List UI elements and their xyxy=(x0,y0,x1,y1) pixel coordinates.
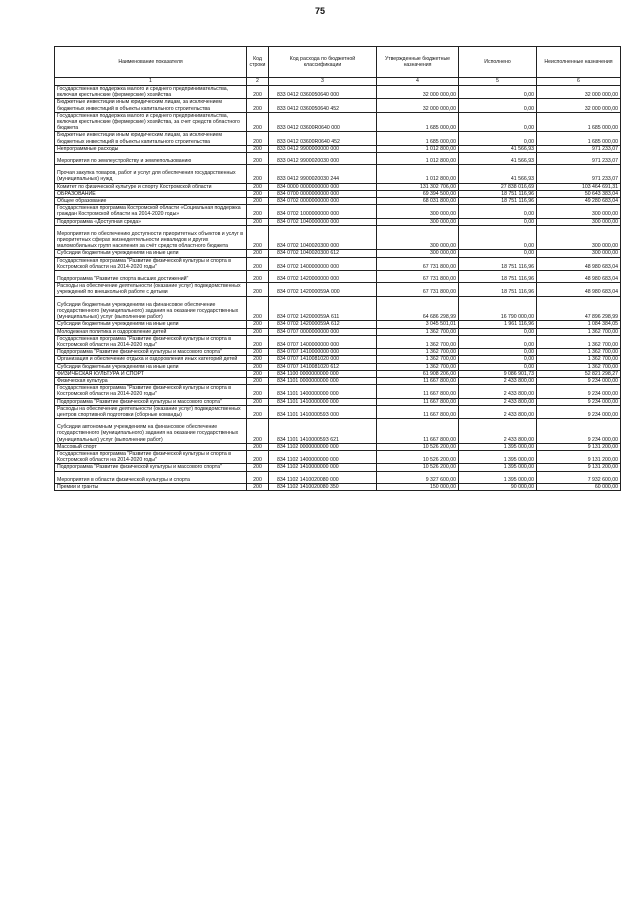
column-number: 2 xyxy=(247,78,269,86)
unexecuted-amount: 7 932 600,00 xyxy=(537,471,621,483)
row-code: 200 xyxy=(247,349,269,356)
executed-amount: 0,00 xyxy=(459,250,537,257)
executed-amount: 18 751 116,96 xyxy=(459,190,537,197)
unexecuted-amount: 47 896 298,99 xyxy=(537,296,621,321)
executed-amount: 2 433 800,00 xyxy=(459,398,537,405)
table-row xyxy=(55,321,621,328)
executed-amount: 41 566,93 xyxy=(459,153,537,165)
budget-classification-code: 834 1101 0000000000 000 xyxy=(269,377,377,384)
approved-amount: 1 362 700,00 xyxy=(377,356,459,363)
indicator-name: Подпрограмма "Развитие спорта высших достижений" xyxy=(55,271,247,283)
executed-amount: 1 395 000,00 xyxy=(459,471,537,483)
budget-classification-code: 834 1101 141000059З 621 xyxy=(269,419,377,444)
approved-amount: 32 000 000,00 xyxy=(377,99,459,112)
executed-amount: 41 566,93 xyxy=(459,145,537,152)
indicator-name: Государственная программа "Развитие физической культуры и спорта в Костромской области на 2014-2020 годы" xyxy=(55,450,247,463)
indicator-name: Физическая культура xyxy=(55,377,247,384)
indicator-name: Государственная поддержка малого и среднего предпринимательства, включая крестьянские (фермерские) хозяйства, за счет средств областного бюджета xyxy=(55,112,247,132)
row-code: 200 xyxy=(247,99,269,112)
unexecuted-amount: 48 980 683,04 xyxy=(537,283,621,296)
unexecuted-amount: 1 685 000,00 xyxy=(537,132,621,145)
indicator-name: ОБРАЗОВАНИЕ xyxy=(55,190,247,197)
unexecuted-amount: 9 131 200,00 xyxy=(537,443,621,450)
row-code: 200 xyxy=(247,471,269,483)
unexecuted-amount: 9 234 000,00 xyxy=(537,405,621,418)
table-row xyxy=(55,464,621,471)
table-row xyxy=(55,190,621,197)
row-code: 200 xyxy=(247,377,269,384)
budget-classification-code: 834 0707 0000000000 000 xyxy=(269,328,377,335)
unexecuted-amount: 52 821 298,27 xyxy=(537,370,621,377)
budget-classification-code: 834 1100 0000000000 000 xyxy=(269,370,377,377)
table-row xyxy=(55,483,621,490)
executed-amount: 2 433 800,00 xyxy=(459,377,537,384)
row-code: 200 xyxy=(247,450,269,463)
unexecuted-amount: 103 464 691,31 xyxy=(537,183,621,190)
approved-amount: 1 362 700,00 xyxy=(377,335,459,348)
executed-amount: 18 751 116,96 xyxy=(459,283,537,296)
executed-amount: 41 566,93 xyxy=(459,165,537,183)
table-row xyxy=(55,363,621,370)
row-code: 200 xyxy=(247,328,269,335)
indicator-name: Подпрограмма "Развитие физической культуры и массового спорта" xyxy=(55,349,247,356)
indicator-name: Бюджетные инвестиции иным юридическим лицам, за исключением бюджетных инвестиций в объекты капитального строительства xyxy=(55,99,247,112)
budget-classification-code: 834 0707 1400000000 000 xyxy=(269,335,377,348)
budget-classification-code: 834 1102 1410020080 350 xyxy=(269,483,377,490)
budget-classification-code: 834 0000 0000000000 000 xyxy=(269,183,377,190)
unexecuted-amount: 9 234 000,00 xyxy=(537,385,621,398)
unexecuted-amount: 49 280 683,04 xyxy=(537,198,621,205)
indicator-name: Государственная программа "Развитие физической культуры и спорта в Костромской области на 2014-2020 годы" xyxy=(55,257,247,270)
budget-classification-code: 834 0707 1410081020 000 xyxy=(269,356,377,363)
row-code: 200 xyxy=(247,283,269,296)
row-code: 200 xyxy=(247,153,269,165)
column-number: 4 xyxy=(377,78,459,86)
unexecuted-amount: 48 980 683,04 xyxy=(537,257,621,270)
table-body xyxy=(55,86,621,491)
unexecuted-amount: 9 234 000,00 xyxy=(537,377,621,384)
table-row xyxy=(55,86,621,99)
approved-amount: 150 000,00 xyxy=(377,483,459,490)
approved-amount: 1 012 800,00 xyxy=(377,153,459,165)
budget-classification-code: 834 0700 0000000000 000 xyxy=(269,190,377,197)
executed-amount: 2 433 800,00 xyxy=(459,385,537,398)
executed-amount: 0,00 xyxy=(459,328,537,335)
row-code: 200 xyxy=(247,363,269,370)
indicator-name: Расходы на обеспечение деятельности (оказание услуг) подведомственных учреждений по внешкольной работе с детьми xyxy=(55,283,247,296)
executed-amount: 1 395 000,00 xyxy=(459,443,537,450)
column-number: 1 xyxy=(55,78,247,86)
table-row xyxy=(55,257,621,270)
row-code: 200 xyxy=(247,145,269,152)
indicator-name: Мероприятия по обеспечению доступности приоритетных объектов и услуг в приоритетных сферах жизнедеятельности инвалидов и других маломобильных групп населения за счёт средств областного бюджета xyxy=(55,225,247,250)
executed-amount: 0,00 xyxy=(459,218,537,225)
approved-amount: 1 012 800,00 xyxy=(377,165,459,183)
row-code: 200 xyxy=(247,225,269,250)
budget-classification-code: 833 0412 9900020030 000 xyxy=(269,153,377,165)
approved-amount: 131 302 706,00 xyxy=(377,183,459,190)
unexecuted-amount: 1 362 700,00 xyxy=(537,328,621,335)
approved-amount: 1 362 700,00 xyxy=(377,363,459,370)
indicator-name: Субсидии бюджетным учреждениям на иные цели xyxy=(55,321,247,328)
row-code: 200 xyxy=(247,86,269,99)
row-code: 200 xyxy=(247,398,269,405)
row-code: 200 xyxy=(247,483,269,490)
approved-amount: 67 731 800,00 xyxy=(377,271,459,283)
approved-amount: 1 685 000,00 xyxy=(377,132,459,145)
row-code: 200 xyxy=(247,198,269,205)
budget-classification-code: 834 1101 141000059З 000 xyxy=(269,405,377,418)
budget-classification-code: 834 1102 1400000000 000 xyxy=(269,450,377,463)
header-name: Наименование показателя xyxy=(55,47,247,78)
budget-classification-code: 834 1101 1400000000 000 xyxy=(269,385,377,398)
executed-amount: 90 000,00 xyxy=(459,483,537,490)
indicator-name: Премии и гранты xyxy=(55,483,247,490)
indicator-name: Субсидии бюджетным учреждениям на финансовое обеспечение государственного (муниципального) задания на оказание государственных (муниципальных) услуг (выполнение работ) xyxy=(55,296,247,321)
table-row xyxy=(55,225,621,250)
indicator-name: Подпрограмма "Развитие физической культуры и массового спорта" xyxy=(55,398,247,405)
budget-classification-code: 833 0412 0360050640 452 xyxy=(269,99,377,112)
row-code: 200 xyxy=(247,112,269,132)
table-row xyxy=(55,356,621,363)
row-code: 200 xyxy=(247,385,269,398)
approved-amount: 68 031 800,00 xyxy=(377,198,459,205)
indicator-name: ФИЗИЧЕСКАЯ КУЛЬТУРА И СПОРТ xyxy=(55,370,247,377)
approved-amount: 10 526 200,00 xyxy=(377,464,459,471)
indicator-name: Расходы на обеспечение деятельности (оказание услуг) подведомственных центров спортивной подготовки (сборные команды) xyxy=(55,405,247,418)
header-code: Код строки xyxy=(247,47,269,78)
approved-amount: 1 012 800,00 xyxy=(377,145,459,152)
indicator-name: Массовый спорт xyxy=(55,443,247,450)
unexecuted-amount: 60 000,00 xyxy=(537,483,621,490)
executed-amount: 2 433 800,00 xyxy=(459,405,537,418)
row-code: 200 xyxy=(247,250,269,257)
header-classification: Код расхода по бюджетной классификации xyxy=(269,47,377,78)
table-row xyxy=(55,385,621,398)
table-row xyxy=(55,405,621,418)
executed-amount: 9 086 901,73 xyxy=(459,370,537,377)
indicator-name: Государственная программа Костромской области «Социальная поддержка граждан Костромской области на 2014-2020 годы» xyxy=(55,205,247,218)
indicator-name: Организация и обеспечение отдыха и оздоровления иных категорий детей xyxy=(55,356,247,363)
unexecuted-amount: 50 643 383,04 xyxy=(537,190,621,197)
budget-classification-code: 834 0702 1400000000 000 xyxy=(269,257,377,270)
budget-classification-code: 834 1101 1410000000 000 xyxy=(269,398,377,405)
table-row xyxy=(55,183,621,190)
table-row xyxy=(55,165,621,183)
approved-amount: 10 526 200,00 xyxy=(377,443,459,450)
table-row xyxy=(55,250,621,257)
budget-classification-code: 833 0412 9900000000 000 xyxy=(269,145,377,152)
row-code: 200 xyxy=(247,296,269,321)
unexecuted-amount: 971 233,07 xyxy=(537,165,621,183)
column-number: 6 xyxy=(537,78,621,86)
approved-amount: 67 731 800,00 xyxy=(377,257,459,270)
indicator-name: Общее образование xyxy=(55,198,247,205)
executed-amount: 0,00 xyxy=(459,363,537,370)
unexecuted-amount: 1 362 700,00 xyxy=(537,335,621,348)
indicator-name: Прочая закупка товаров, работ и услуг для обеспечения государственных (муниципальных) нужд xyxy=(55,165,247,183)
column-number: 5 xyxy=(459,78,537,86)
row-code: 200 xyxy=(247,419,269,444)
table-row xyxy=(55,296,621,321)
indicator-name: Подпрограмма «Доступная среда» xyxy=(55,218,247,225)
approved-amount: 61 908 206,00 xyxy=(377,370,459,377)
executed-amount: 0,00 xyxy=(459,99,537,112)
budget-classification-code: 834 0702 1040020300 000 xyxy=(269,225,377,250)
executed-amount: 1 395 000,00 xyxy=(459,464,537,471)
table-row xyxy=(55,443,621,450)
executed-amount: 0,00 xyxy=(459,112,537,132)
table-row xyxy=(55,377,621,384)
header-unexecuted: Неисполненные назначения xyxy=(537,47,621,78)
executed-amount: 2 433 800,00 xyxy=(459,419,537,444)
budget-classification-code: 833 0412 0360050640 000 xyxy=(269,86,377,99)
approved-amount: 32 000 000,00 xyxy=(377,86,459,99)
unexecuted-amount: 1 685 000,00 xyxy=(537,112,621,132)
unexecuted-amount: 300 000,00 xyxy=(537,250,621,257)
table-row xyxy=(55,283,621,296)
indicator-name: Государственная программа "Развитие физической культуры и спорта в Костромской области на 2014-2020 годы" xyxy=(55,385,247,398)
header-execution: Исполнено xyxy=(459,47,537,78)
indicator-name: Молодежная политика и оздоровление детей xyxy=(55,328,247,335)
row-code: 200 xyxy=(247,335,269,348)
table-row xyxy=(55,419,621,444)
unexecuted-amount: 971 233,07 xyxy=(537,153,621,165)
table-row xyxy=(55,335,621,348)
executed-amount: 0,00 xyxy=(459,335,537,348)
table-row xyxy=(55,271,621,283)
executed-amount: 1 961 116,96 xyxy=(459,321,537,328)
unexecuted-amount: 1 362 700,00 xyxy=(537,356,621,363)
unexecuted-amount: 9 234 000,00 xyxy=(537,419,621,444)
unexecuted-amount: 48 980 683,04 xyxy=(537,271,621,283)
approved-amount: 1 362 700,00 xyxy=(377,349,459,356)
budget-classification-code: 834 0702 1040000000 000 xyxy=(269,218,377,225)
row-code: 200 xyxy=(247,370,269,377)
budget-classification-code: 834 0702 0000000000 000 xyxy=(269,198,377,205)
budget-classification-code: 834 1102 1410000000 000 xyxy=(269,464,377,471)
unexecuted-amount: 32 000 000,00 xyxy=(537,99,621,112)
approved-amount: 3 045 501,01 xyxy=(377,321,459,328)
indicator-name: Мероприятия по землеустройству и землепользованию xyxy=(55,153,247,165)
indicator-name: Государственная программа "Развитие физической культуры и спорта в Костромской области на 2014-2020 годы" xyxy=(55,335,247,348)
executed-amount: 18 751 116,96 xyxy=(459,198,537,205)
table-row xyxy=(55,370,621,377)
budget-classification-code: 833 0412 03600R0640 452 xyxy=(269,132,377,145)
table-row xyxy=(55,471,621,483)
executed-amount: 0,00 xyxy=(459,132,537,145)
executed-amount: 18 751 116,96 xyxy=(459,271,537,283)
budget-classification-code: 833 0412 03600R0640 000 xyxy=(269,112,377,132)
approved-amount: 11 667 800,00 xyxy=(377,419,459,444)
executed-amount: 0,00 xyxy=(459,225,537,250)
approved-amount: 9 327 600,00 xyxy=(377,471,459,483)
column-number: 3 xyxy=(269,78,377,86)
unexecuted-amount: 1 362 700,00 xyxy=(537,349,621,356)
approved-amount: 300 000,00 xyxy=(377,250,459,257)
indicator-name: Непрограммные расходы xyxy=(55,145,247,152)
budget-classification-code: 833 0412 9900020030 244 xyxy=(269,165,377,183)
row-code: 200 xyxy=(247,405,269,418)
table-row xyxy=(55,328,621,335)
header-approved: Утвержденные бюджетные назначения xyxy=(377,47,459,78)
approved-amount: 10 526 200,00 xyxy=(377,450,459,463)
row-code: 200 xyxy=(247,183,269,190)
approved-amount: 11 667 800,00 xyxy=(377,398,459,405)
budget-classification-code: 834 0702 142000059А 611 xyxy=(269,296,377,321)
executed-amount: 1 395 000,00 xyxy=(459,450,537,463)
unexecuted-amount: 300 000,00 xyxy=(537,205,621,218)
indicator-name: Бюджетные инвестиции иным юридическим лицам, за исключением бюджетных инвестиций в объекты капитального строительства xyxy=(55,132,247,145)
unexecuted-amount: 9 131 200,00 xyxy=(537,450,621,463)
unexecuted-amount: 9 234 000,00 xyxy=(537,398,621,405)
approved-amount: 300 000,00 xyxy=(377,218,459,225)
indicator-name: Мероприятия в области физической культуры и спорта xyxy=(55,471,247,483)
unexecuted-amount: 1 362 700,00 xyxy=(537,363,621,370)
approved-amount: 1 362 700,00 xyxy=(377,328,459,335)
unexecuted-amount: 971 233,07 xyxy=(537,145,621,152)
row-code: 200 xyxy=(247,464,269,471)
table-row xyxy=(55,205,621,218)
table-row xyxy=(55,218,621,225)
row-code: 200 xyxy=(247,443,269,450)
executed-amount: 0,00 xyxy=(459,205,537,218)
row-code: 200 xyxy=(247,205,269,218)
table-row xyxy=(55,145,621,152)
table-row xyxy=(55,198,621,205)
unexecuted-amount: 300 000,00 xyxy=(537,225,621,250)
budget-classification-code: 834 0702 1420000000 000 xyxy=(269,271,377,283)
unexecuted-amount: 1 084 384,05 xyxy=(537,321,621,328)
unexecuted-amount: 32 000 000,00 xyxy=(537,86,621,99)
row-code: 200 xyxy=(247,321,269,328)
budget-classification-code: 834 0702 1000000000 000 xyxy=(269,205,377,218)
indicator-name: Подпрограмма "Развитие физической культуры и массового спорта" xyxy=(55,464,247,471)
executed-amount: 0,00 xyxy=(459,86,537,99)
page-number: 75 xyxy=(314,6,325,16)
approved-amount: 64 686 298,99 xyxy=(377,296,459,321)
approved-amount: 11 667 800,00 xyxy=(377,405,459,418)
table-row xyxy=(55,112,621,132)
row-code: 200 xyxy=(247,218,269,225)
row-code: 200 xyxy=(247,271,269,283)
approved-amount: 11 667 800,00 xyxy=(377,385,459,398)
budget-execution-table xyxy=(54,46,621,491)
approved-amount: 67 731 800,00 xyxy=(377,283,459,296)
row-code: 200 xyxy=(247,356,269,363)
row-code: 200 xyxy=(247,257,269,270)
approved-amount: 11 667 800,00 xyxy=(377,377,459,384)
table-header-row xyxy=(55,47,621,78)
table-row xyxy=(55,349,621,356)
budget-classification-code: 834 0702 142000059А 000 xyxy=(269,283,377,296)
table-row xyxy=(55,398,621,405)
table-row xyxy=(55,153,621,165)
executed-amount: 16 790 000,00 xyxy=(459,296,537,321)
indicator-name: Субсидии бюджетным учреждениям на иные цели xyxy=(55,250,247,257)
row-code: 200 xyxy=(247,132,269,145)
approved-amount: 300 000,00 xyxy=(377,225,459,250)
budget-classification-code: 834 1102 1410020080 000 xyxy=(269,471,377,483)
approved-amount: 1 685 000,00 xyxy=(377,112,459,132)
approved-amount: 300 000,00 xyxy=(377,205,459,218)
budget-classification-code: 834 1102 0000000000 000 xyxy=(269,443,377,450)
indicator-name: Государственная поддержка малого и среднего предпринимательства, включая крестьянские (фермерские) хозяйства xyxy=(55,86,247,99)
indicator-name: Комитет по физической культуре и спорту Костромской области xyxy=(55,183,247,190)
executed-amount: 0,00 xyxy=(459,349,537,356)
executed-amount: 27 838 016,69 xyxy=(459,183,537,190)
budget-classification-code: 834 0707 1410000000 000 xyxy=(269,349,377,356)
table-row xyxy=(55,450,621,463)
budget-classification-code: 834 0702 1040020300 612 xyxy=(269,250,377,257)
row-code: 200 xyxy=(247,165,269,183)
budget-classification-code: 834 0707 1410081020 612 xyxy=(269,363,377,370)
budget-classification-code: 834 0702 142000059А 612 xyxy=(269,321,377,328)
unexecuted-amount: 9 131 200,00 xyxy=(537,464,621,471)
indicator-name: Субсидии бюджетным учреждениям на иные цели xyxy=(55,363,247,370)
approved-amount: 69 394 500,00 xyxy=(377,190,459,197)
executed-amount: 0,00 xyxy=(459,356,537,363)
row-code: 200 xyxy=(247,190,269,197)
column-number-row xyxy=(55,78,621,86)
table-row xyxy=(55,99,621,112)
unexecuted-amount: 300 000,00 xyxy=(537,218,621,225)
executed-amount: 18 751 116,96 xyxy=(459,257,537,270)
indicator-name: Субсидии автономным учреждениям на финансовое обеспечение государственного (муниципального) задания на оказание государственных (муниципальных) услуг (выполнение работ) xyxy=(55,419,247,444)
table-row xyxy=(55,132,621,145)
